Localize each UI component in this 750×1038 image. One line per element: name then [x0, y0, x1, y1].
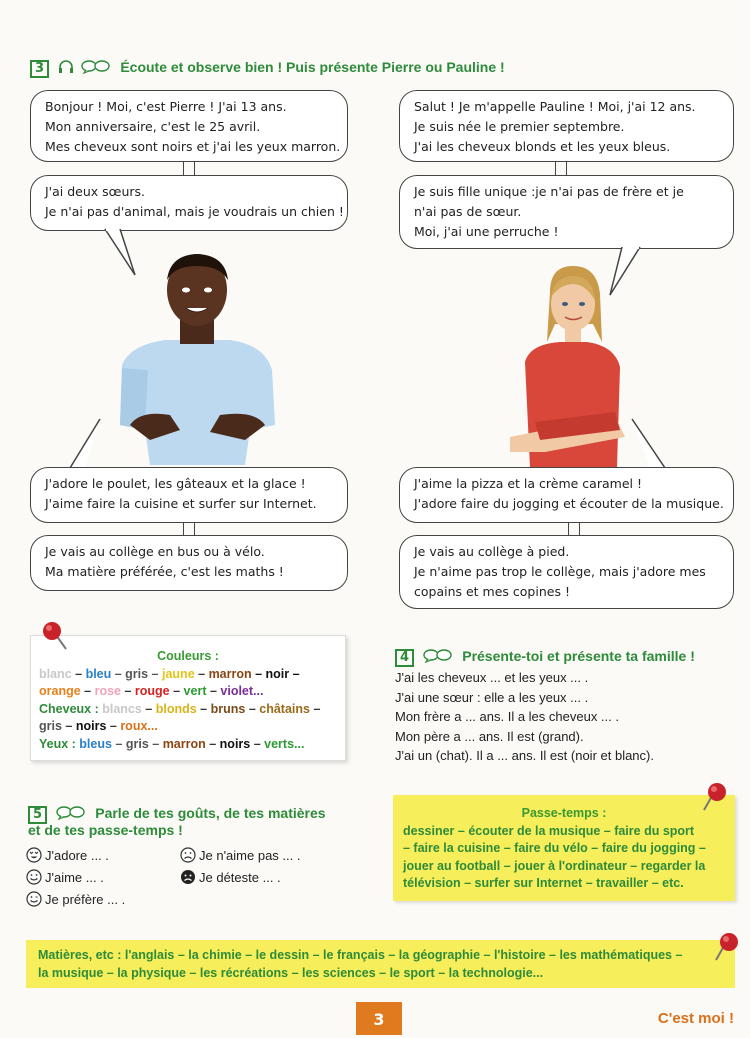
bubble-line: copains et mes copines !	[414, 584, 570, 599]
pierre-photo	[110, 250, 285, 465]
preferences-col-negative	[180, 845, 350, 889]
speech-icon	[423, 649, 453, 663]
bubble-connector	[183, 162, 195, 176]
bubble-tail	[630, 418, 670, 470]
preference-label: J'adore ... .	[45, 848, 109, 863]
exercise-line: J'ai les cheveux ... et les yeux ... .	[395, 670, 589, 685]
bubble-line: Mon anniversaire, c'est le 25 avril.	[45, 119, 261, 134]
angry-face-icon	[180, 869, 196, 885]
exercise-number: 3	[30, 60, 49, 78]
pierre-bubble-school	[30, 535, 348, 591]
exercise-number: 5	[28, 806, 47, 824]
pauline-bubble-likes	[399, 467, 734, 523]
bubble-line: Moi, j'ai une perruche !	[414, 224, 559, 239]
passetemps-line: jouer au football – jouer à l'ordinateur – regarder la	[403, 858, 706, 873]
pauline-photo	[505, 262, 635, 467]
pauline-bubble-school	[399, 535, 734, 609]
color-word: –	[106, 719, 121, 733]
pierre-bubble-family	[30, 175, 348, 231]
matieres-text: l'anglais – la chimie – le dessin – le français – la géographie – l'histoire – les mathématiques –	[121, 948, 683, 962]
pushpin-icon	[712, 930, 742, 962]
color-word: bruns	[210, 701, 246, 716]
pierre-bubble-intro	[30, 90, 348, 162]
bubble-line: Salut ! Je m'appelle Pauline ! Moi, j'ai 12 ans.	[414, 99, 696, 114]
bubble-line: Je vais au collège à pied.	[414, 544, 570, 559]
exercise-number: 4	[395, 649, 414, 667]
preference-label: Je n'aime pas ... .	[199, 848, 301, 863]
color-word: –	[61, 719, 76, 733]
bubble-line: Je n'ai pas d'animal, mais je voudrais un chien !	[45, 204, 344, 219]
exercise-title: Présente-toi et présente ta famille !	[462, 648, 695, 664]
passetemps-panel	[393, 795, 735, 901]
color-word: rouge	[134, 684, 170, 698]
color-word: –	[121, 684, 135, 698]
color-word: –	[309, 701, 321, 716]
color-word: bleu	[85, 666, 112, 681]
couleurs-line	[39, 701, 337, 719]
couleurs-panel	[30, 635, 346, 761]
bubble-line: Bonjour ! Moi, c'est Pierre ! J'ai 13 ans.	[45, 99, 287, 114]
bubble-line: J'ai deux sœurs.	[45, 184, 145, 199]
color-word: blancs	[102, 701, 142, 716]
preferences-col-positive	[26, 845, 196, 911]
couleurs-line	[39, 666, 337, 684]
color-word: – gris –	[111, 736, 163, 751]
pushpin-icon	[700, 780, 730, 812]
matieres-line: la musique – la physique – les récréations – les sciences – le sport – la technologie...	[38, 966, 544, 980]
color-word: –	[194, 666, 209, 681]
color-word: gris	[39, 719, 62, 733]
preference-label: Je déteste ... .	[199, 870, 281, 885]
exercise-title-line1: Parle de tes goûts, de tes matières	[95, 805, 326, 821]
preference-item	[26, 867, 196, 889]
bubble-line: J'ai les cheveux blonds et les yeux bleus.	[414, 139, 671, 154]
color-word: –	[196, 701, 211, 716]
exercise-3-header	[30, 57, 505, 78]
exercise-title-line2: et de tes passe-temps !	[28, 822, 183, 838]
bubble-line: Mes cheveux sont noirs et j'ai les yeux marron.	[45, 139, 341, 154]
exercise-line: J'ai une sœur : elle a les yeux ... .	[395, 689, 589, 705]
couleurs-line	[39, 736, 337, 754]
color-word: blanc	[39, 666, 72, 681]
color-word: marron	[208, 666, 252, 681]
passetemps-line: télévision – surfer sur Internet – travailler – etc.	[403, 876, 684, 890]
exercise-4-header	[395, 646, 695, 667]
color-word: –	[80, 684, 95, 698]
matieres-panel	[26, 940, 735, 988]
exercise-4-lines	[395, 668, 735, 766]
color-word: –	[71, 666, 86, 681]
color-word: –	[245, 701, 260, 716]
bubble-line: n'ai pas de sœur.	[414, 204, 522, 219]
color-word: violet...	[220, 684, 264, 698]
exercise-line: Mon père a ... ans. Il est (grand).	[395, 728, 584, 744]
exercise-title: Écoute et observe bien ! Puis présente Pierre ou Pauline !	[120, 59, 505, 75]
color-word: – noir –	[251, 666, 300, 681]
color-word: bleus	[79, 736, 112, 751]
speech-icon	[56, 806, 86, 820]
color-word: –	[205, 736, 220, 751]
preference-item	[180, 867, 350, 889]
bubble-line: J'adore faire du jogging et écouter de la musique.	[414, 496, 724, 511]
smile-face-icon	[26, 869, 42, 885]
color-word: vert	[183, 684, 207, 698]
preference-item	[26, 845, 196, 867]
love-face-icon	[26, 847, 42, 863]
pauline-bubble-family	[399, 175, 734, 249]
headphones-icon	[58, 60, 74, 74]
color-word: Cheveux :	[39, 701, 103, 716]
wink-face-icon	[26, 891, 42, 907]
couleurs-line	[39, 718, 337, 736]
color-word: roux...	[120, 719, 158, 733]
bubble-line: Je vais au collège en bus ou à vélo.	[45, 544, 265, 559]
bubble-line: J'aime la pizza et la crème caramel !	[414, 476, 642, 491]
matieres-label: Matières, etc :	[38, 948, 122, 962]
preference-label: J'aime ... .	[45, 870, 104, 885]
pushpin-icon	[40, 619, 70, 651]
preference-label: Je préfère ... .	[45, 892, 126, 907]
passetemps-title: Passe-temps :	[521, 806, 607, 820]
color-word: verts...	[264, 736, 305, 751]
color-word: –	[169, 684, 184, 698]
color-word: noirs	[219, 736, 251, 751]
color-word: –	[141, 701, 156, 716]
speech-icon	[81, 60, 111, 74]
color-word: jaune	[162, 666, 195, 681]
color-word: Yeux :	[39, 736, 80, 751]
passetemps-line: – faire la cuisine – faire du vélo – faire du jogging –	[403, 841, 706, 855]
pierre-bubble-likes	[30, 467, 348, 523]
passetemps-line: dessiner – écouter de la musique – faire du sport	[403, 823, 695, 838]
color-word: noirs	[75, 719, 107, 733]
matieres-line	[38, 946, 723, 964]
color-word: châtains	[259, 701, 310, 716]
color-word: rose	[94, 684, 121, 698]
exercise-line: J'ai un (chat). Il a ... ans. Il est (noir et blanc).	[395, 748, 654, 763]
bubble-line: J'adore le poulet, les gâteaux et la glace !	[45, 476, 306, 491]
color-word: orange	[39, 684, 81, 698]
exercise-line: Mon frère a ... ans. Il a les cheveux ... .	[395, 709, 619, 724]
bubble-line: Je suis née le premier septembre.	[414, 119, 625, 134]
color-word: –	[206, 684, 221, 698]
section-title: C'est moi !	[657, 1010, 734, 1027]
page-number: 3	[356, 1002, 402, 1035]
couleurs-line	[39, 683, 337, 701]
color-word: marron	[162, 736, 206, 751]
pauline-bubble-intro	[399, 90, 734, 162]
bubble-line: J'aime faire la cuisine et surfer sur Internet.	[45, 496, 317, 511]
bubble-line: Je n'aime pas trop le collège, mais j'adore mes	[414, 564, 706, 579]
exercise-5-header	[28, 803, 326, 824]
sad-face-icon	[180, 847, 196, 863]
color-word: –	[250, 736, 265, 751]
preference-item	[180, 845, 350, 867]
bubble-line: Ma matière préférée, c'est les maths !	[45, 564, 284, 579]
bubble-line: Je suis fille unique :je n'ai pas de frère et je	[414, 184, 684, 199]
color-word: blonds	[155, 701, 197, 716]
preference-item	[26, 889, 196, 911]
bubble-connector	[555, 162, 567, 176]
color-word: – gris –	[111, 666, 162, 681]
bubble-tail	[60, 418, 110, 470]
couleurs-title: Couleurs :	[157, 649, 219, 663]
